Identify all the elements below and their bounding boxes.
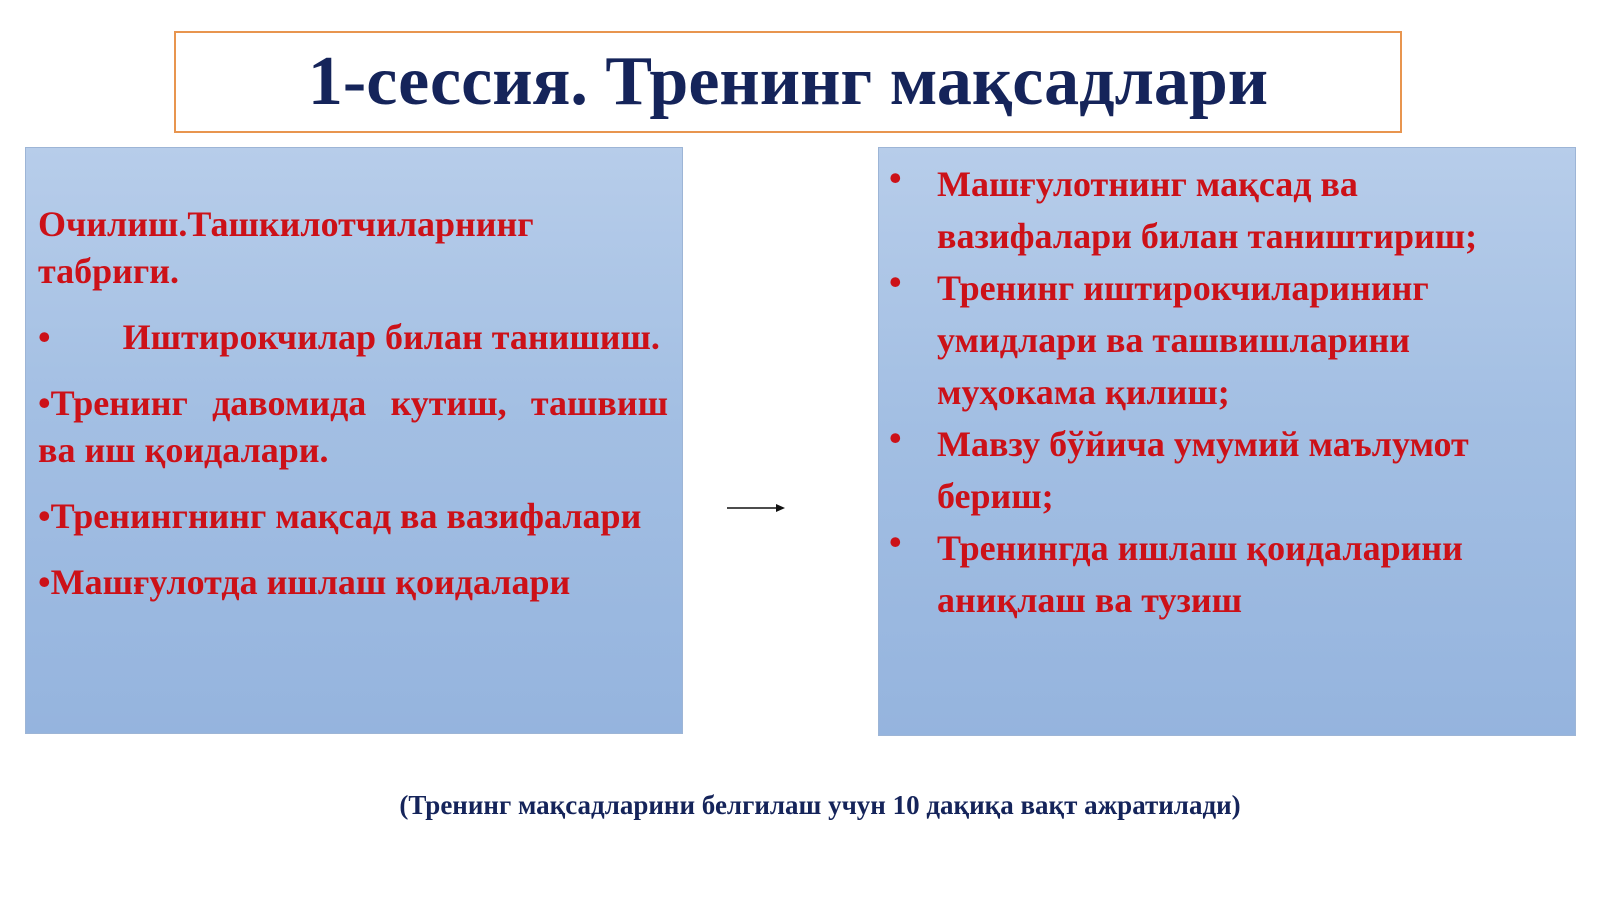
slide-title: 1-сессия. Тренинг мақсадлари	[307, 43, 1269, 120]
title-box	[174, 31, 1402, 133]
list-item	[879, 522, 1561, 626]
list-item	[879, 262, 1561, 418]
left-panel	[25, 147, 683, 734]
list-item-text: Мавзу бўйича умумий маълумот бериш;	[937, 424, 1469, 516]
left-paragraph: •Тренинг давомида кутиш, ташвиш ва иш қоидалари.	[38, 383, 668, 470]
list-item-text: Тренинг иштирокчиларининг умидлари ва ташвишларини муҳокама қилиш;	[937, 268, 1429, 412]
arrow-right-icon	[727, 500, 785, 516]
left-paragraph: •Тренингнинг мақсад ва вазифалари	[38, 496, 642, 536]
bullet-icon: •	[889, 158, 902, 198]
bullet-icon: •	[889, 418, 902, 458]
bullet-icon: •	[889, 522, 902, 562]
list-item	[879, 418, 1561, 522]
list-item-text: Машғулотнинг мақсад ва вазифалари билан таништириш;	[937, 164, 1478, 256]
list-item	[879, 158, 1561, 262]
time-footnote: (Тренинг мақсадларини белгилаш учун 10 дақиқа вақт ажратилади)	[399, 790, 1241, 820]
objectives-list	[879, 148, 1575, 626]
left-paragraph: • Иштирокчилар билан танишиш.	[38, 317, 660, 357]
right-panel	[878, 147, 1576, 736]
bullet-icon: •	[889, 262, 902, 302]
left-paragraph: •Машғулотда ишлаш қоидалари	[38, 562, 571, 602]
list-item-text: Тренингда ишлаш қоидаларини аниқлаш ва тузиш	[937, 528, 1463, 620]
left-paragraph: Очилиш.Ташкилотчиларнинг табриги.	[38, 204, 534, 291]
